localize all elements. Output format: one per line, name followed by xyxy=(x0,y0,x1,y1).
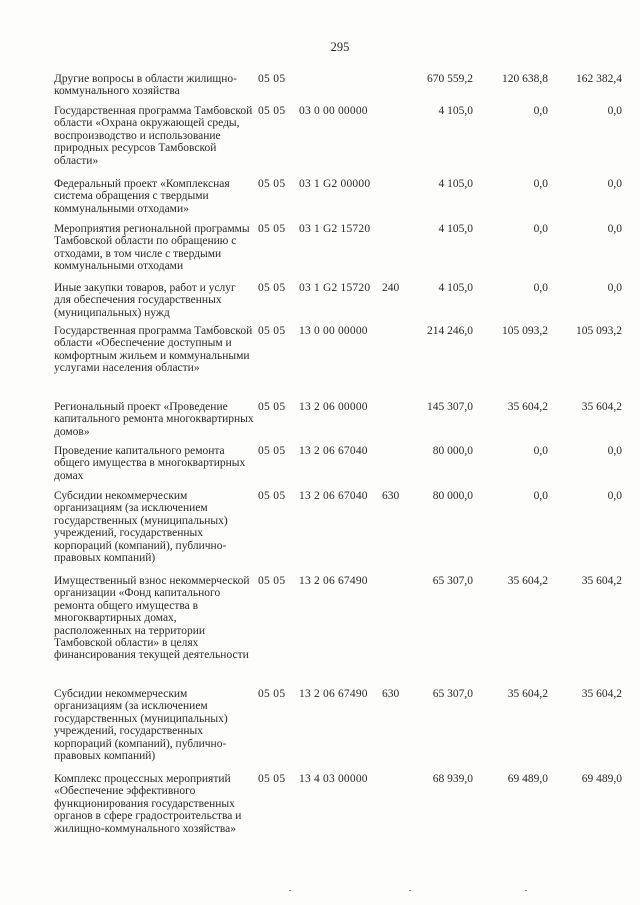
row-value-3: 0,0 xyxy=(607,178,622,190)
row-section: 05 05 xyxy=(258,575,286,587)
row-name: Субсидии некоммерческим организациям (за исключением государственных (муниципальных) учреждений, государственных корпораций (компаний), публично-правовых компаний) xyxy=(54,490,228,565)
row-code: 13 2 06 67040 xyxy=(299,490,368,502)
row-value-2: 0,0 xyxy=(533,105,548,117)
page-number: 295 xyxy=(330,40,350,54)
row-kind: 240 xyxy=(382,282,400,294)
row-value-3: 105 093,2 xyxy=(576,325,622,337)
row-value-2: 105 093,2 xyxy=(502,325,548,337)
row-value-1: 214 246,0 xyxy=(427,325,473,337)
row-code: 13 2 06 67040 xyxy=(299,445,368,457)
row-value-2: 0,0 xyxy=(533,490,548,502)
row-code: 13 2 06 67490 xyxy=(299,575,368,587)
row-value-2: 35 604,2 xyxy=(507,688,548,700)
row-name: Федеральный проект «Комплексная система обращения с твердыми коммунальными отходами» xyxy=(54,178,230,215)
row-value-2: 0,0 xyxy=(533,178,548,190)
row-name: Государственная программа Тамбовской области «Охрана окружающей среды, воспроизводство и использование природных ресурсов Тамбовской области» xyxy=(54,105,253,167)
row-code: 13 2 06 67490 xyxy=(299,688,368,700)
row-section: 05 05 xyxy=(258,178,286,190)
scan-speck xyxy=(409,890,411,891)
row-name: Государственная программа Тамбовской области «Обеспечение доступным и комфортным жильем и коммунальными услугами населения области» xyxy=(54,325,253,375)
row-value-3: 69 489,0 xyxy=(581,773,622,785)
row-code: 03 0 00 00000 xyxy=(299,105,368,117)
row-code: 03 1 G2 15720 xyxy=(299,282,371,294)
row-value-2: 35 604,2 xyxy=(507,401,548,413)
row-code: 13 2 06 00000 xyxy=(299,401,368,413)
row-value-1: 65 307,0 xyxy=(432,688,473,700)
row-value-3: 0,0 xyxy=(607,223,622,235)
row-value-1: 80 000,0 xyxy=(432,445,473,457)
row-value-3: 162 382,4 xyxy=(576,73,622,85)
row-name: Иные закупки товаров, работ и услуг для обеспечения государственных (муниципальных) нужд xyxy=(54,282,236,319)
row-section: 05 05 xyxy=(258,401,286,413)
row-kind: 630 xyxy=(382,688,400,700)
row-value-3: 0,0 xyxy=(607,490,622,502)
row-code: 03 1 G2 00000 xyxy=(299,178,371,190)
scan-speck xyxy=(525,890,527,891)
row-name: Субсидии некоммерческим организациям (за исключением государственных (муниципальных) учреждений, государственных корпораций (компаний), публично-правовых компаний) xyxy=(54,688,228,763)
row-section: 05 05 xyxy=(258,105,286,117)
row-section: 05 05 xyxy=(258,223,286,235)
scan-speck xyxy=(289,890,291,891)
row-section: 05 05 xyxy=(258,490,286,502)
row-value-1: 4 105,0 xyxy=(438,178,473,190)
row-value-1: 4 105,0 xyxy=(438,105,473,117)
row-value-3: 35 604,2 xyxy=(581,688,622,700)
row-value-1: 4 105,0 xyxy=(438,223,473,235)
row-section: 05 05 xyxy=(258,73,286,85)
row-section: 05 05 xyxy=(258,445,286,457)
row-value-1: 670 559,2 xyxy=(427,73,473,85)
row-value-1: 80 000,0 xyxy=(432,490,473,502)
row-value-2: 0,0 xyxy=(533,445,548,457)
row-code: 03 1 G2 15720 xyxy=(299,223,371,235)
row-section: 05 05 xyxy=(258,282,286,294)
row-code: 13 0 00 00000 xyxy=(299,325,368,337)
row-value-3: 35 604,2 xyxy=(581,575,622,587)
row-name: Региональный проект «Проведение капитального ремонта многоквартирных домов» xyxy=(54,401,254,438)
row-name: Имущественный взнос некоммерческой организации «Фонд капитального ремонта общего имущества в многоквартирных домах, расположенных на территории Тамбовской области» в целях финансирования текущей деятельности xyxy=(54,575,250,662)
row-value-2: 0,0 xyxy=(533,282,548,294)
row-name: Другие вопросы в области жилищно-коммунального хозяйства xyxy=(54,73,237,98)
row-name: Мероприятия региональной программы Тамбовской области по обращению с отходами, в том числе с твердыми коммунальными отходами xyxy=(54,223,250,273)
row-name: Проведение капитального ремонта общего имущества в многоквартирных домах xyxy=(54,445,246,482)
row-kind: 630 xyxy=(382,490,400,502)
row-name: Комплекс процессных мероприятий «Обеспечение эффективного функционирования государственных органов в сфере градостроительства и жилищно-коммунального хозяйства» xyxy=(54,773,242,835)
row-value-1: 4 105,0 xyxy=(438,282,473,294)
row-value-3: 35 604,2 xyxy=(581,401,622,413)
row-code: 13 4 03 00000 xyxy=(299,773,368,785)
row-section: 05 05 xyxy=(258,773,286,785)
row-section: 05 05 xyxy=(258,325,286,337)
row-value-3: 0,0 xyxy=(607,282,622,294)
row-value-3: 0,0 xyxy=(607,445,622,457)
row-value-3: 0,0 xyxy=(607,105,622,117)
row-value-2: 120 638,8 xyxy=(502,73,548,85)
row-value-2: 0,0 xyxy=(533,223,548,235)
row-value-1: 145 307,0 xyxy=(427,401,473,413)
row-value-1: 65 307,0 xyxy=(432,575,473,587)
row-value-1: 68 939,0 xyxy=(432,773,473,785)
row-value-2: 35 604,2 xyxy=(507,575,548,587)
row-section: 05 05 xyxy=(258,688,286,700)
row-value-2: 69 489,0 xyxy=(507,773,548,785)
